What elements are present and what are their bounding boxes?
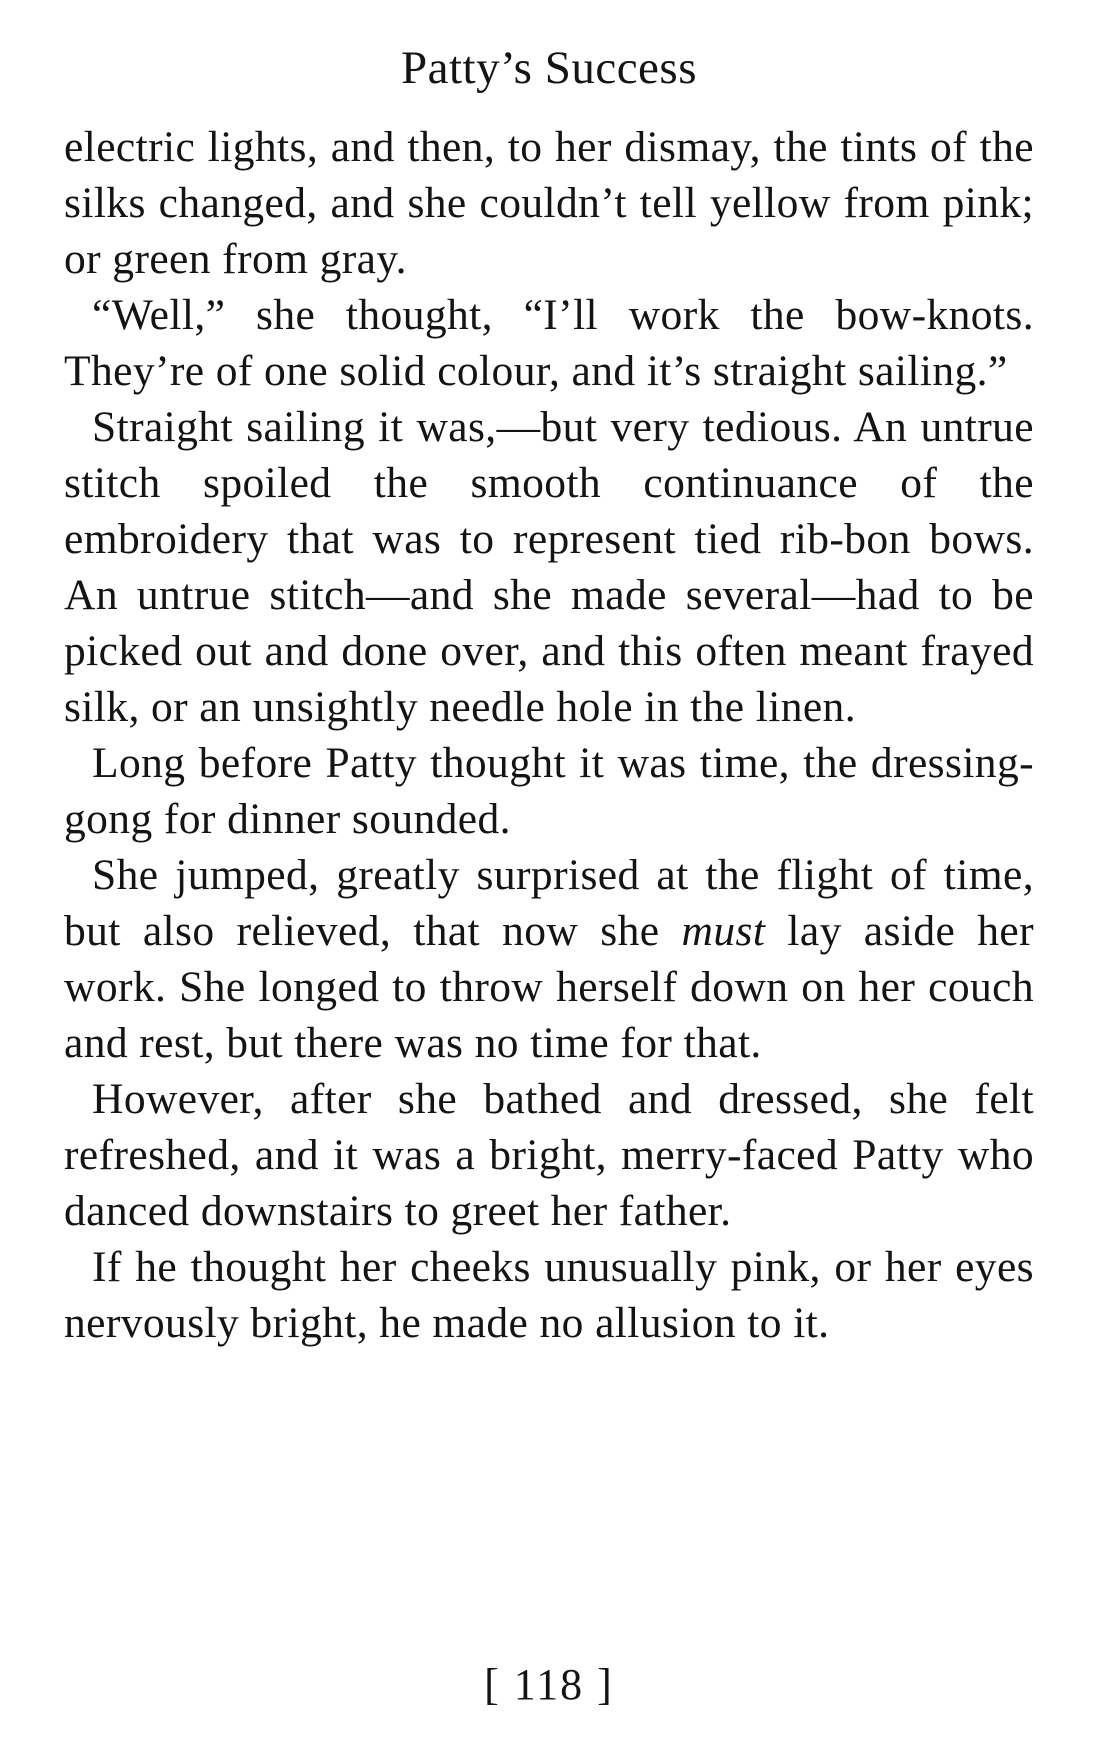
paragraph: However, after she bathed and dressed, she felt refreshed, and it was a bright, merry-faced Patty who danced downstairs to greet her father. xyxy=(64,1075,1034,1235)
body-text xyxy=(64,119,1034,1351)
page-number: [ 118 ] xyxy=(484,1660,614,1709)
paragraph-text: lay aside her work. She longed to throw herself down on her couch and rest, but there was no time for that. xyxy=(64,907,1034,1067)
paragraph-text: She jumped, greatly surprised at the flight of time, but also relieved, that now she xyxy=(64,851,1034,955)
paragraph: “Well,” she thought, “I’ll work the bow-knots. They’re of one solid colour, and it’s straight sailing.” xyxy=(64,291,1034,395)
running-head: Patty’s Success xyxy=(400,42,698,94)
paragraph: If he thought her cheeks unusually pink, or her eyes nervously bright, he made no allusion to it. xyxy=(64,1243,1034,1347)
emphasized-word: must xyxy=(681,907,766,955)
paragraph: Long before Patty thought it was time, the dressing-gong for dinner sounded. xyxy=(64,739,1034,843)
paragraph-continued: electric lights, and then, to her dismay, the tints of the silks changed, and she couldn’t tell yellow from pink; or green from gray. xyxy=(64,123,1034,283)
paragraph xyxy=(64,847,1034,1071)
paragraph: Straight sailing it was,—but very tedious. An untrue stitch spoiled the smooth continuance of the embroidery that was to represent tied rib-bon bows. An untrue stitch—and she made several—had to be picked out and done over, and this often meant frayed silk, or an unsightly needle hole in the linen. xyxy=(64,403,1034,731)
